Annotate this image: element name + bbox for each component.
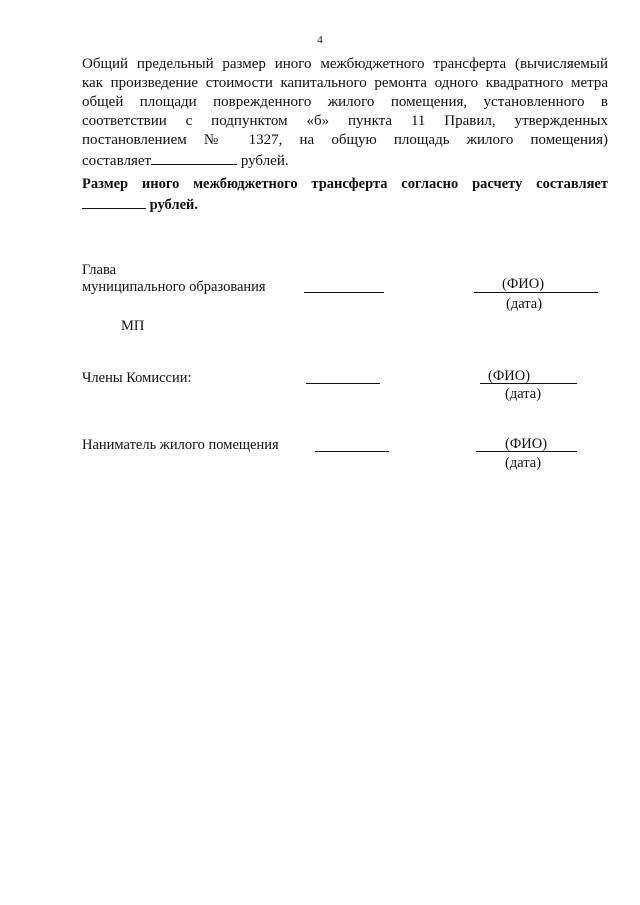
head-label-line1: Глава [82,262,117,278]
amount-suffix: рублей. [237,153,289,169]
paragraph1-last-line [82,150,608,171]
page-number: 4 [317,34,323,46]
commission-signature-line [306,383,380,384]
tenant-signature-line [315,451,389,452]
amount-prefix: составляет [82,153,152,169]
head-signature-line [304,292,384,293]
stamp-label: МП [121,318,145,334]
commission-fio: (ФИО) [488,368,531,384]
head-date: (дата) [506,296,543,312]
tenant-date: (дата) [505,455,542,471]
paragraph1-line: Общий предельный размер иного межбюджетного трансферта (вычисляемый [82,56,608,72]
head-label-line2: муниципального образования [82,279,266,295]
size-blank [82,194,146,209]
paragraph1-line: общей площади поврежденного жилого помещения, установленного в [82,94,608,110]
paragraph1-line: постановлением № 1327, на общую площадь жилого помещения) [82,132,608,148]
head-fio: (ФИО) [502,276,545,292]
paragraph1-line: соответствии с подпунктом «б» пункта 11 Правил, утвержденных [82,113,608,129]
size-suffix: рублей. [146,197,198,213]
commission-date: (дата) [505,386,542,402]
paragraph2-line: Размер иного межбюджетного трансферта согласно расчету составляет [82,176,608,192]
tenant-fio: (ФИО) [505,436,548,452]
transfer-limit-paragraph [82,55,608,171]
tenant-label: Наниматель жилого помещения [82,437,279,453]
transfer-size-paragraph [82,175,608,215]
paragraph1-line: как произведение стоимости капитального ремонта одного квадратного метра [82,75,608,91]
commission-label: Члены Комиссии: [82,370,192,386]
paragraph2-last-line [82,194,608,215]
amount-blank [151,150,237,165]
